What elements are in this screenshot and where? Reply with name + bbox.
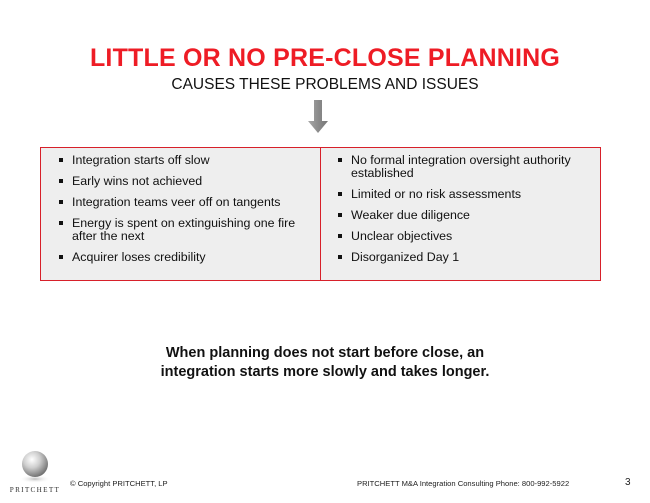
list-item: Unclear objectives — [337, 230, 590, 243]
list-item: Integration starts off slow — [58, 154, 320, 167]
list-item: Acquirer loses credibility — [58, 251, 320, 264]
list-item: Weaker due diligence — [337, 209, 590, 222]
list-item: Disorganized Day 1 — [337, 251, 590, 264]
pritchett-logo — [4, 446, 66, 496]
conclusion-statement — [0, 344, 650, 382]
contact-info: PRITCHETT M&A Integration Consulting Phone: 800-992-5922 — [357, 479, 570, 488]
slide-title: LITTLE OR NO PRE-CLOSE PLANNING — [89, 44, 561, 72]
problems-left-column — [41, 148, 321, 280]
problems-right-column — [321, 148, 600, 280]
list-item: Limited or no risk assessments — [337, 188, 590, 201]
list-item: Early wins not achieved — [58, 175, 320, 188]
slide-subtitle: CAUSES THESE PROBLEMS AND ISSUES — [171, 76, 479, 93]
page-number: 3 — [625, 477, 631, 488]
logo-wordmark: PRITCHETT — [9, 486, 61, 494]
list-item: Integration teams veer off on tangents — [58, 196, 320, 209]
list-item: No formal integration oversight authority established — [337, 154, 590, 180]
conclusion-line: When planning does not start before close, an — [165, 345, 485, 361]
conclusion-line: integration starts more slowly and takes longer. — [160, 364, 490, 380]
copyright-notice: © Copyright PRITCHETT, LP — [70, 479, 168, 488]
pearl-logo-icon — [4, 446, 66, 486]
list-item: Energy is spent on extinguishing one fire after the next — [58, 217, 320, 243]
problems-box — [40, 147, 601, 281]
down-arrow-icon — [308, 100, 328, 133]
